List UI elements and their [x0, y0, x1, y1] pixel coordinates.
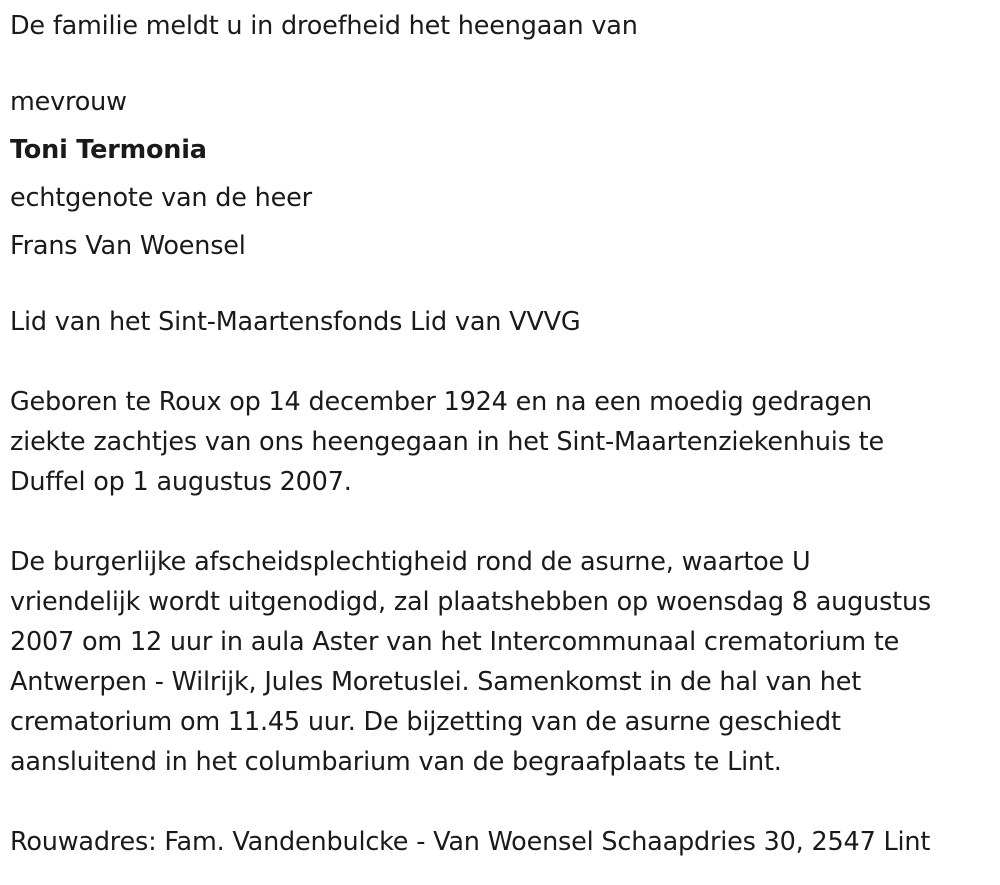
memberships-text: Lid van het Sint-Maartensfonds Lid van VVVG	[10, 307, 581, 337]
birth-death-paragraph	[10, 382, 990, 502]
spouse-name: Frans Van Woensel	[10, 231, 246, 261]
ceremony-line: De burgerlijke afscheidsplechtigheid rond de asurne, waartoe U	[10, 547, 811, 577]
deceased-name: Toni Termonia	[10, 135, 207, 165]
ceremony-paragraph	[10, 542, 990, 782]
ceremony-line: 2007 om 12 uur in aula Aster van het Intercommunaal crematorium te	[10, 627, 900, 657]
mourning-address: Rouwadres: Fam. Vandenbulcke - Van Woensel Schaapdries 30, 2547 Lint	[10, 827, 931, 857]
ceremony-line: aansluitend in het columbarium van de begraafplaats te Lint.	[10, 747, 782, 777]
birth-death-line: ziekte zachtjes van ons heengegaan in het Sint-Maartenziekenhuis te	[10, 427, 884, 457]
birth-death-line: Duffel op 1 augustus 2007.	[10, 467, 352, 497]
intro-text: De familie meldt u in droefheid het heengaan van	[10, 11, 638, 41]
ceremony-line: Antwerpen - Wilrijk, Jules Moretuslei. Samenkomst in de hal van het	[10, 667, 862, 697]
birth-death-line: Geboren te Roux op 14 december 1924 en na een moedig gedragen	[10, 387, 872, 417]
honorific: mevrouw	[10, 87, 127, 117]
ceremony-line: crematorium om 11.45 uur. De bijzetting van de asurne geschiedt	[10, 707, 841, 737]
relation-text: echtgenote van de heer	[10, 183, 312, 213]
ceremony-line: vriendelijk wordt uitgenodigd, zal plaatshebben op woensdag 8 augustus	[10, 587, 932, 617]
